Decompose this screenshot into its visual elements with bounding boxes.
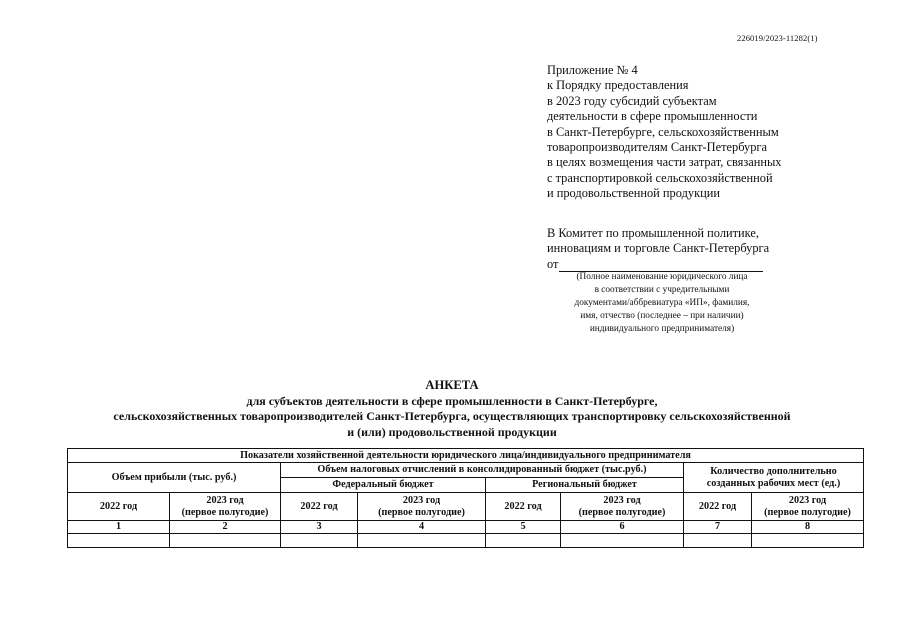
year-label: 2023 год <box>603 495 641 506</box>
federal-budget-header: Федеральный бюджет <box>281 478 486 493</box>
input-cell[interactable] <box>752 534 864 548</box>
half-year-label: (первое полугодие) <box>378 506 465 518</box>
tax-header: Объем налоговых отчислений в консолидированный бюджет (тыс.руб.) <box>281 463 684 478</box>
column-number: 5 <box>486 521 561 534</box>
appendix-block <box>547 63 782 202</box>
column-number: 7 <box>684 521 752 534</box>
survey-subtitle-line: сельскохозяйственных товаропроизводителей Санкт-Петербурга, осуществляющих транспортировку сельскохозяйственной <box>113 409 791 424</box>
addressee-block <box>547 226 769 272</box>
appendix-line: и продовольственной продукции <box>547 186 720 201</box>
survey-subtitle-line: для субъектов деятельности в сфере промышленности в Санкт-Петербурге, <box>246 394 658 409</box>
year-2022-header: 2022 год <box>684 493 752 521</box>
appendix-line: в 2023 году субсидий субъектам <box>547 93 717 108</box>
input-cell[interactable] <box>358 534 486 548</box>
column-number: 3 <box>281 521 358 534</box>
half-year-label: (первое полугодие) <box>181 506 269 518</box>
note-line: имя, отчество (последнее – при наличии) <box>580 311 744 321</box>
jobs-header-line: созданных рабочих мест (ед.) <box>706 477 841 489</box>
profit-header: Объем прибыли (тыс. руб.) <box>68 463 281 493</box>
year-label: 2023 год <box>788 495 827 506</box>
input-cell[interactable] <box>170 534 281 548</box>
input-cell[interactable] <box>684 534 752 548</box>
input-cell[interactable] <box>561 534 684 548</box>
column-number: 2 <box>170 521 281 534</box>
half-year-label: (первое полугодие) <box>764 506 851 518</box>
note-line: индивидуального предпринимателя) <box>589 324 735 334</box>
year-2023-header <box>752 493 864 521</box>
from-row <box>547 257 769 272</box>
year-2022-header: 2022 год <box>281 493 358 521</box>
column-number: 6 <box>561 521 684 534</box>
year-2022-header: 2022 год <box>486 493 561 521</box>
note-line: в соответствии с учредительными <box>594 285 730 295</box>
survey-title: АНКЕТА <box>425 378 479 392</box>
input-cell[interactable] <box>68 534 170 548</box>
year-2023-header <box>358 493 486 521</box>
appendix-line: товаропроизводителям Санкт-Петербурга <box>547 140 767 155</box>
survey-subtitle-line: и (или) продовольственной продукции <box>347 424 557 439</box>
survey-table <box>67 448 864 548</box>
appendix-line: к Порядку предоставления <box>547 78 689 93</box>
input-cell[interactable] <box>486 534 561 548</box>
applicant-name-note <box>548 271 776 336</box>
input-cell[interactable] <box>281 534 358 548</box>
from-label: от <box>547 256 559 271</box>
addressee-line: инновациям и торговле Санкт-Петербурга <box>547 241 770 256</box>
note-line: документами/аббревиатура «ИП», фамилия, <box>574 298 750 308</box>
year-2023-header <box>561 493 684 521</box>
column-number: 8 <box>752 521 864 534</box>
year-label: 2023 год <box>206 495 244 506</box>
document-number: 226019/2023-11282(1) <box>737 33 818 43</box>
half-year-label: (первое полугодие) <box>578 506 666 518</box>
column-number: 1 <box>68 521 170 534</box>
column-number: 4 <box>358 521 486 534</box>
main-header: Показатели хозяйственной деятельности юридического лица/индивидуального предпринимателя <box>68 449 864 463</box>
appendix-line: в целях возмещения части затрат, связанных <box>547 155 782 170</box>
jobs-header <box>684 463 864 493</box>
appendix-line: деятельности в сфере промышленности <box>547 109 758 124</box>
appendix-line: Приложение № 4 <box>547 63 638 77</box>
appendix-line: в Санкт-Петербурге, сельскохозяйственным <box>547 124 779 139</box>
regional-budget-header: Региональный бюджет <box>486 478 684 493</box>
addressee-line: В Комитет по промышленной политике, <box>547 226 759 240</box>
year-2022-header: 2022 год <box>68 493 170 521</box>
appendix-line: с транспортировкой сельскохозяйственной <box>547 170 773 185</box>
year-2023-header <box>170 493 281 521</box>
note-line: (Полное наименование юридического лица <box>576 272 748 282</box>
jobs-header-line: Количество дополнительно <box>710 466 837 477</box>
year-label: 2023 год <box>402 495 441 506</box>
survey-heading <box>0 378 904 440</box>
